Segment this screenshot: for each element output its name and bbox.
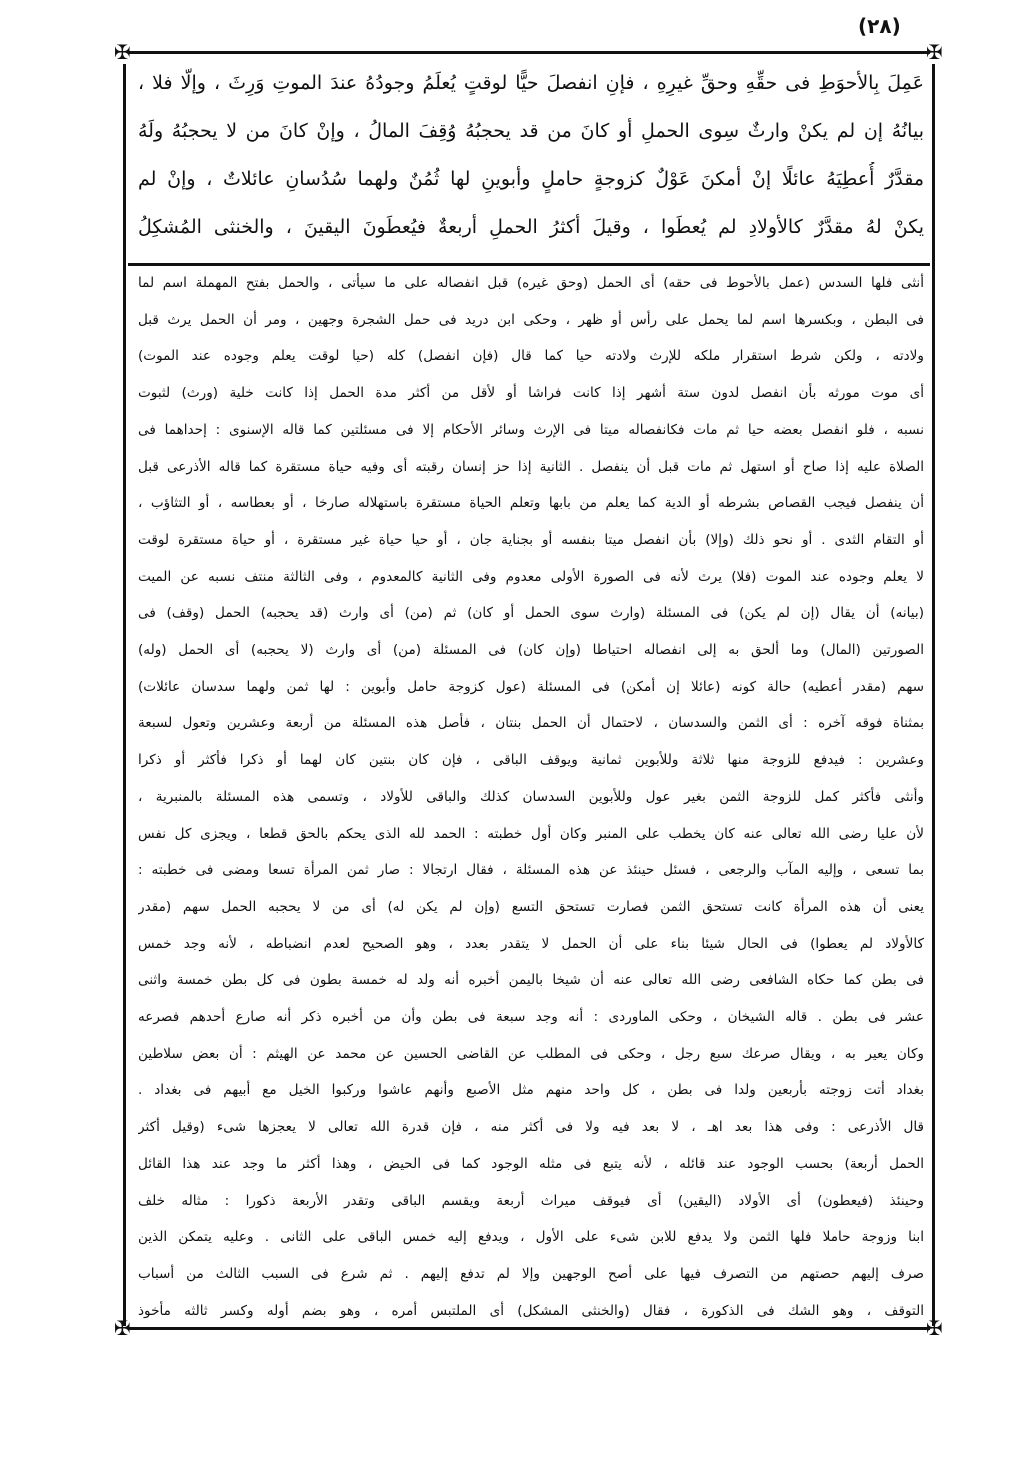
commentary-line: أنثى فلها السدس (عمل بالأحوط فى حقه) أى الحمل (وحق غيره) قبل انفصاله على ما سيأتى ، والحمل بفتح المهملة اسم لما bbox=[138, 275, 924, 291]
commentary-line: لا يعلم وجوده عند الموت (فلا) يرث لأنه فى الصورة الأولى معدوم وفى الثانية كالمعدوم ، وفى الثالثة منتف نسبه عن الميت bbox=[138, 568, 924, 585]
corner-ornament-icon: ✠ bbox=[926, 1316, 943, 1340]
commentary-line: لأن عليا رضى الله تعالى عنه كان يخطب على المنبر وكان أول خطبته : الحمد لله الذى يحكم بالحق قطعا ، ويجزى كل نفس bbox=[138, 825, 924, 842]
commentary-line: فى بطن كما حكاه الشافعى رضى الله تعالى عنه أن شيخا باليمن أخبره أنه ولد له خمسة بطون فى كل بطن خمسة واثنى bbox=[138, 972, 924, 989]
commentary-line: أى موت مورثه بأن انفصل لدون ستة أشهر إذا كانت فراشا أو لأقل من أكثر مدة الحمل إذا كانت خلية (ورث) لثبوت bbox=[138, 385, 924, 402]
frame-top-border bbox=[128, 51, 930, 54]
commentary-line: ولادته ، ولكن شرط استقرار ملكه للإرث ولادته حيا كما قال (فإن انفصل) كله (حيا لوقت يعلم وجوده عند الموت) bbox=[138, 348, 924, 365]
commentary-line: بمثناة فوقه آخره : أى الثمن والسدسان ، لاحتمال أن الحمل بنتان ، فأصل هذه المسئلة من أربعة وعشرين وتعول لسبعة bbox=[138, 715, 924, 732]
commentary-line: ابنا وزوجة حاملا فلها الثمن ولا يدفع للابن شىء على الأول ، ويدفع إليه خمس الباقى على الثانى . وعليه يتمكن الذين bbox=[138, 1229, 924, 1246]
matn-line: مقدَّرٌ أُعطِيَهُ عائلًا إنْ أمكنَ عَوْلٌ كزوجةٍ حاملٍ وأبوينِ لها ثُمُنٌ ولهما سُدُسانِ عائلاتٌ ، وإنْ لم bbox=[138, 168, 924, 190]
commentary-line: وعشرين : فيدفع للزوجة منها ثلاثة وللأبوين ثمانية ويوقف الباقى ، فإن كان بنتين كان لهما أو ذكرا فأكثر أو ذكرا bbox=[138, 752, 924, 769]
commentary-line: أو التقام الثدى . أو نحو ذلك (وإلا) بأن انفصل ميتا بنفسه أو بجناية جان ، أو حيا حياة غير مستقرة ، أو حياة مستقرة لوقت bbox=[138, 531, 924, 548]
corner-ornament-icon: ✠ bbox=[114, 40, 131, 64]
commentary-line: كالأولاد لم يعطوا) فى الحال شيئا بناء على أن الحمل لا يتقدر بعدد ، وهو الصحيح لعدم انضباطه ، لأنه وجد خمس bbox=[138, 935, 924, 952]
commentary-line: بغداد أتت زوجته بأربعين ولدا فى بطن ، كل واحد منهم مثل الأصبع وأنهم عاشوا وركبوا الخيل مع أبيهم فى بغداد . bbox=[138, 1082, 924, 1099]
matn-line: يكنْ لهُ مقدَّرٌ كالأولادِ لم يُعطَوا ، وقيلَ أكثرُ الحملِ أربعةٌ فيُعطَونَ اليقينَ ، والخنثى المُشكِلُ bbox=[138, 216, 924, 238]
page-number: (٢٨) bbox=[858, 14, 901, 38]
frame-left-border bbox=[123, 64, 126, 1326]
frame-separator bbox=[128, 263, 930, 266]
commentary-line: الحمل أربعة) بحسب الوجود عند قائله ، لأنه يتبع فى مثله الوجود كما فى الحيض ، وهذا أكثر ما وجد عند هذا القائل bbox=[138, 1155, 924, 1172]
matn-line: بيانُهُ إن لم يكنْ وارثٌ سِوى الحملِ أو كانَ من قد يحجبُهُ وُقِفَ المالُ ، وإنْ كانَ من لا يحجبُهُ ولَهُ bbox=[138, 120, 924, 142]
commentary-line: صرف إليهم حصتهم من التصرف فيها على أصح الوجهين وإلا لم تدفع إليهم . ثم شرع فى السبب الثالث من أسباب bbox=[138, 1265, 924, 1282]
corner-ornament-icon: ✠ bbox=[926, 40, 943, 64]
commentary-line: وأنثى فأكثر كمل للزوجة الثمن بغير عول وللأبوين السدسان كذلك والباقى للأولاد ، وتسمى هذه المسئلة بالمنبرية ، bbox=[138, 788, 924, 805]
commentary-line: وحينئذ (فيعطون) أى الأولاد (اليقين) أى فيوقف ميراث أربعة ويقسم الباقى وتقدر الأربعة ذكورا : مثاله خلف bbox=[138, 1192, 924, 1209]
commentary-line: نسبه ، فلو انفصل بعضه حيا ثم مات فكانفصاله ميتا فى الإرث وسائر الأحكام إلا فى مسئلتين كما قاله الإسنوى : إحداهما فى bbox=[138, 421, 924, 438]
commentary-line: بما تسعى ، وإليه المآب والرجعى ، فسئل حينئذ عن هذه المسئلة ، فقال ارتجالا : صار ثمن المرأة تسعا ومضى فى خطبته : bbox=[138, 862, 924, 879]
commentary-line: قال الأذرعى : وفى هذا بعد اهـ ، لا بعد فيه ولا فى أكثر منه ، فإن قدرة الله تعالى لا يعجزها شىء (وقيل أكثر bbox=[138, 1119, 924, 1136]
commentary-line: الصلاة عليه إذا صاح أو استهل ثم مات قبل أن ينفصل . الثانية إذا حز إنسان رقبته أى وفيه حياة مستقرة كما قاله الأذرعى قبل bbox=[138, 458, 924, 475]
commentary-line: الصورتين (المال) وما ألحق به إلى انفصاله احتياطا (وإن كان) فى المسئلة (من) أى وارث (لا يحجبه) أى الحمل (وله) bbox=[138, 642, 924, 658]
commentary-line: أن ينفصل فيجب القصاص بشرطه أو الدية كما يعلم من بابها وتعلم الحياة مستقرة باستهلاله صارخا ، أو بعطاسه ، أو التثاؤب ، bbox=[138, 495, 924, 512]
commentary-line: عشر فى بطن . قاله الشيخان ، وحكى الماوردى : أنه وجد سبعة فى بطن وأن من أخبره ذكر أنه صارع أحدهم فصرعه bbox=[138, 1009, 924, 1025]
frame-right-border bbox=[932, 64, 935, 1326]
commentary-line: سهم (مقدر أعطيه) حالة كونه (عائلا إن أمكن) فى المسئلة (عول كزوجة حامل وأبوين : لها ثمن ولهما سدسان عائلات) bbox=[138, 678, 924, 695]
commentary-line: (بيانه) أن يقال (إن لم يكن) فى المسئلة (وارث سوى الحمل أو كان) ثم (من) أى وارث (قد يحجبه) الحمل (وقف) فى bbox=[138, 605, 924, 622]
commentary-line: التوقف ، وهو الشك فى الذكورة ، فقال (والخنثى المشكل) أى الملتبس أمره ، وهو بضم أوله وكسر ثالثه مأخوذ bbox=[138, 1302, 924, 1319]
commentary-line: وكان يعير به ، ويقال صرعك سبع رجل ، وحكى فى المطلب عن القاضى الحسين عن محمد عن الهيثم : أن بعض سلاطين bbox=[138, 1045, 924, 1062]
corner-ornament-icon: ✠ bbox=[114, 1316, 131, 1340]
commentary-line: فى البطن ، وبكسرها اسم لما يحمل على رأس أو ظهر ، وحكى ابن دريد فى حمل الشجرة وجهين ، ومر أن الحمل يرث قبل bbox=[138, 311, 924, 328]
commentary-line: يعنى أن هذه المرأة كانت تستحق الثمن فصارت تستحق التسع (وإن لم يكن له) أى من لا يحجبه الحمل سهم (مقدر bbox=[138, 898, 924, 915]
frame-bottom-border bbox=[128, 1327, 930, 1330]
matn-line: عَمِلَ بِالأحوَطِ فى حقِّهِ وحقِّ غيرِهِ ، فإنِ انفصلَ حيًّا لوقتٍ يُعلَمُ وجودُهُ عندَ الموتِ وَرِثَ ، وإلّا فلا ، bbox=[138, 72, 924, 94]
